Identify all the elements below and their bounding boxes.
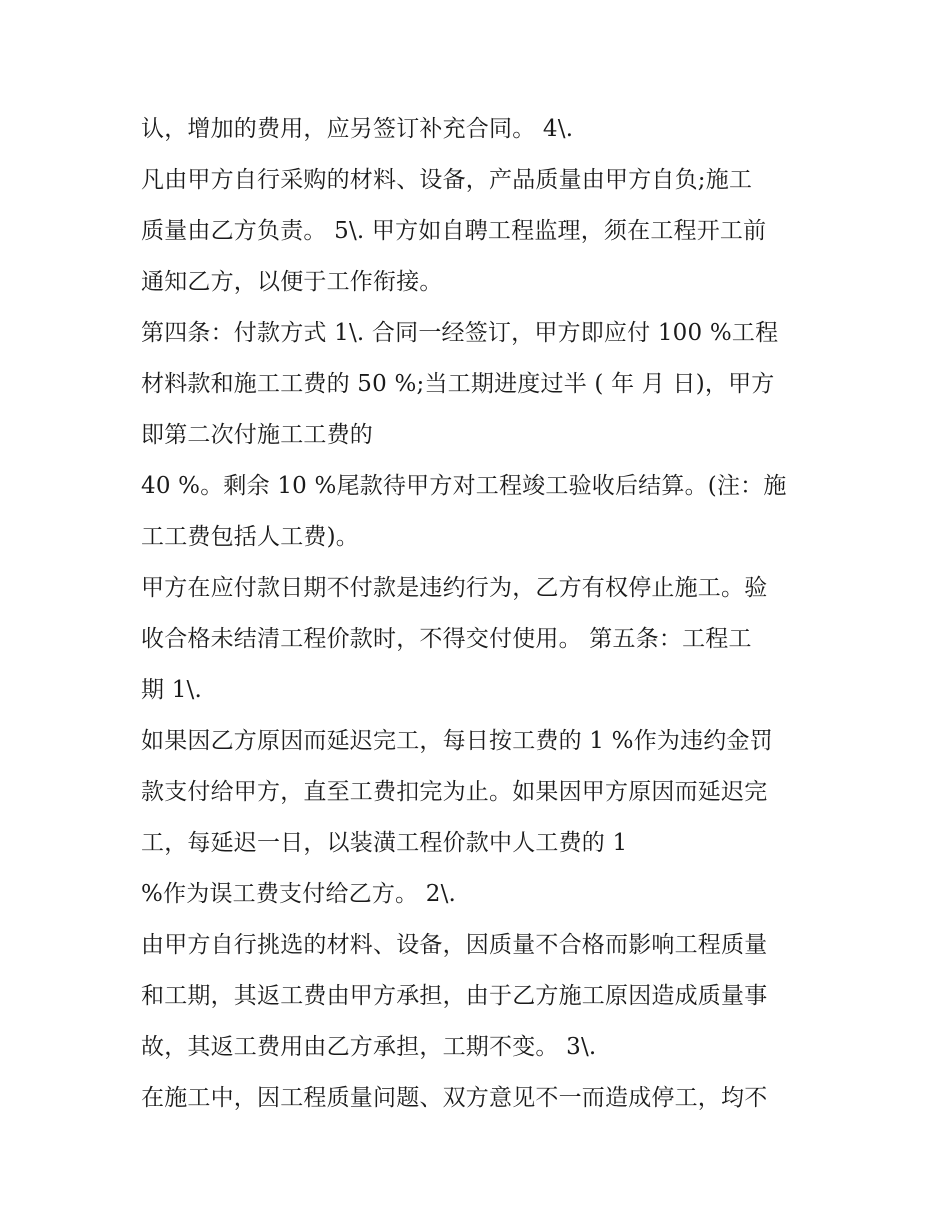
text-line: 通知乙方，以便于工作衔接。: [141, 269, 443, 295]
text-line: 甲方在应付款日期不付款是违约行为，乙方有权停止施工。验: [141, 575, 768, 601]
text-line: 质量由乙方负责。 5\. 甲方如自聘工程监理，须在工程开工前: [141, 218, 767, 244]
text-line: 工工费包括人工费)。: [141, 524, 359, 550]
text-line: 款支付给甲方，直至工费扣完为止。如果因甲方原因而延迟完: [141, 779, 768, 805]
text-line: 第四条：付款方式 1\. 合同一经签订，甲方即应付 100 %工程: [141, 320, 779, 346]
text-line: 期 1\.: [141, 677, 203, 703]
text-line: 在施工中，因工程质量问题、双方意见不一而造成停工，均不: [141, 1085, 768, 1111]
text-line: 如果因乙方原因而延迟完工，每日按工费的 1 %作为违约金罚: [141, 728, 773, 754]
text-line: 和工期，其返工费由甲方承担，由于乙方施工原因造成质量事: [141, 983, 768, 1009]
text-line: 凡由甲方自行采购的材料、设备，产品质量由甲方自负;施工: [141, 167, 753, 193]
contract-text: [141, 104, 821, 1124]
text-line: 工，每延迟一日，以装潢工程价款中人工费的 1: [141, 830, 628, 856]
text-line: 故，其返工费用由乙方承担，工期不变。 3\.: [141, 1034, 597, 1060]
text-line: %作为误工费支付给乙方。 2\.: [141, 881, 457, 907]
text-line: 收合格未结清工程价款时，不得交付使用。 第五条：工程工: [141, 626, 752, 652]
text-line: 即第二次付施工工费的: [141, 422, 373, 448]
text-line: 认，增加的费用，应另签订补充合同。 4\.: [141, 116, 574, 142]
text-line: 材料款和施工工费的 50 %;当工期进度过半 ( 年 月 日)，甲方: [141, 371, 775, 397]
text-line: 40 %。剩余 10 %尾款待甲方对工程竣工验收后结算。(注：施: [141, 473, 787, 499]
text-line: 由甲方自行挑选的材料、设备，因质量不合格而影响工程质量: [141, 932, 768, 958]
